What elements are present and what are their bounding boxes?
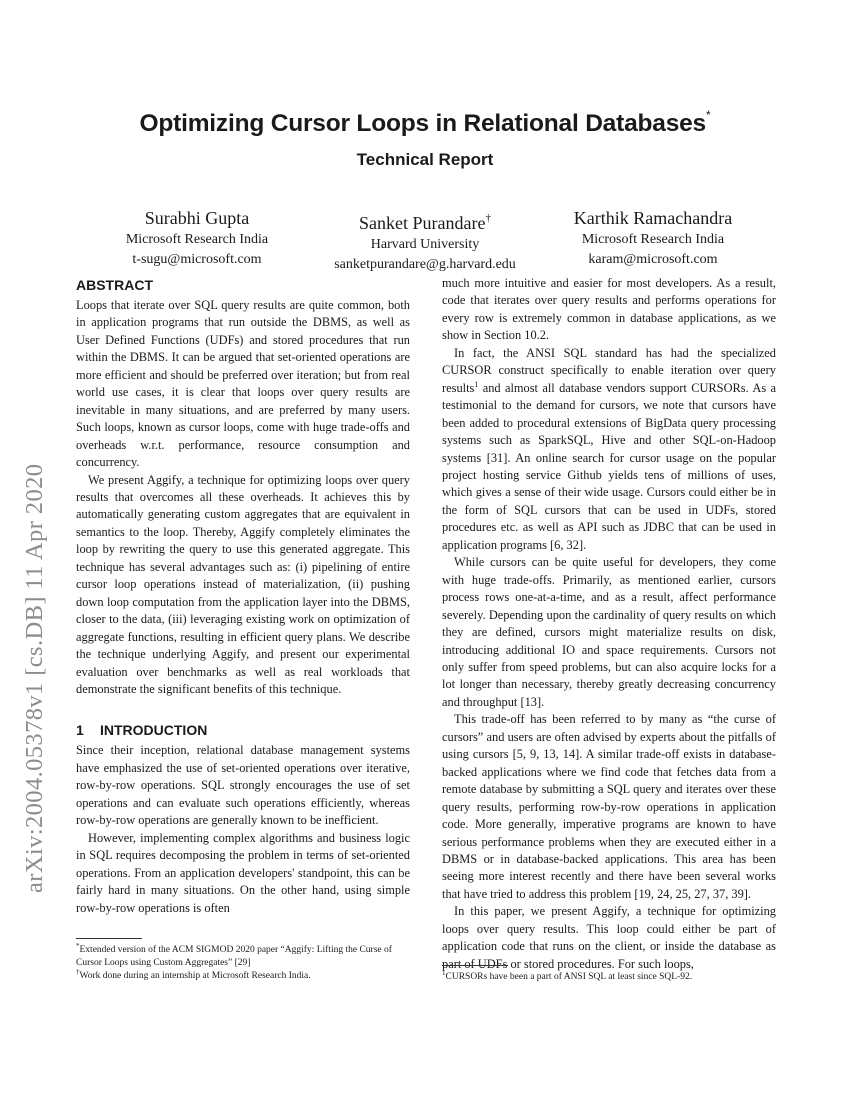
paper-title [60,108,790,138]
author-name [553,206,753,230]
footnote-ref-1: 1 [474,379,479,389]
footnote-rule [442,965,508,966]
footnote-text: CURSORs have been a part of ANSI SQL at least since SQL-92. [445,972,693,982]
footnote-mark: † [76,968,80,976]
author-name-text: Karthik Ramachandra [573,208,733,228]
footnote-item [76,944,410,970]
author-block-1 [97,206,297,270]
footnote-text: Work done during an internship at Microsoft Research India. [79,971,311,981]
footnotes-right [442,965,776,984]
footnote-mark: 1 [442,969,446,977]
arxiv-stamp-text: arXiv:2004.05378v1 [cs.DB] 11 Apr 2020 [21,463,48,893]
footnote-item [442,971,776,984]
author-email: sanketpurandare@g.harvard.edu [334,257,516,272]
author-email: t-sugu@microsoft.com [132,252,262,267]
author-affiliation: Microsoft Research India [581,232,725,247]
body-paragraph-tradeoffs: While cursors can be quite useful for developers, they come with huge trade-offs. Primarily, as mentioned earlier, cursors process rows one-at-a-time, and as a result, affect performance severely. Depending upon the cardinality of query results on which they are defined, cursors might materialize results on disk, introducing additional IO and space requirements. Cursors not only suffer from speed problems, but can also acquire locks for a lot longer than necessary, thereby greatly decreasing concurrency and throughput [13]. [442,555,776,709]
footnote-item [76,970,410,983]
abstract-heading: ABSTRACT [76,277,153,293]
paper-title-text: Optimizing Cursor Loops in Relational Databases [139,110,706,137]
arxiv-stamp-svg [2,0,52,1100]
section-number: 1 [76,722,84,739]
body-paragraph-continued: much more intuitive and easier for most developers. As a result, code that iterates over query results and performs operations for every row is extremely common in database applications, as we show in Section 10.2. [442,276,776,343]
introduction-heading [76,720,410,740]
footnote-text: Extended version of the ACM SIGMOD 2020 paper “Aggify: Lifting the Curse of Cursor Loops using Custom Aggregates” [29] [76,945,392,968]
title-footnote-mark: * [705,108,711,122]
author-block-2 [315,206,535,275]
paper-subtitle: Technical Report [356,150,494,169]
paragraph-text: and almost all database vendors support CURSORs. As a testimonial to the demand for cursors, we note that cursors have been added to procedural extensions of BigData query processing systems such as SparkSQL, Hive and other SQL-on-Hadoop systems [31]. An online search for cursor usage on the popular project hosting service Github yields tens of millions of uses, which gives a sense of their wide usage. Cursors could either be in the form of SQL cursors that can be used in UDFs, stored procedures etc. as well as API such as JDBC that can be used in application programs [6, 32]. [442,380,776,552]
right-column [442,275,776,973]
author-name [97,206,297,230]
body-paragraph-curse-of-cursors: This trade-off has been referred to by many as “the curse of cursors” and users are often advised by experts about the pitfalls of using cursors [5, 9, 13, 14]. A similar trade-off exists in database-backed applications where we find code that fetches data from a remote database by submitting a SQL query and iterates over these query results, performing row-by-row operations in application code. More generally, imperative programs are known to have serious performance problems when they are executed either in a DBMS or in database-backed applications. This area has been seeing more interest recently and there have been several works that have tried to address this problem [19, 24, 25, 27, 37, 39]. [442,712,776,901]
abstract-paragraph-1: Loops that iterate over SQL query results are quite common, both in application programs that run outside the DBMS, as well as User Defined Functions (UDFs) and stored procedures that run within the DBMS. It can be argued that set-oriented operations are more efficient and should be preferred over iteration; but from real world use cases, it is clear that loops over query results are inevitable in many situations, and are preferred by many users. Such loops, known as cursor loops, come with huge trade-offs and overheads w.r.t. performance, resource consumption and concurrency. [76,298,410,470]
author-affiliation: Harvard University [370,237,480,252]
author-name-text: Sanket Purandare [359,213,486,233]
footnote-rule [76,938,142,939]
section-title: INTRODUCTION [100,722,208,739]
footnote-mark: * [76,942,80,950]
body-paragraph-aggify-intro: In this paper, we present Aggify, a technique for optimizing loops over query results. This loop could either be part of application code that runs on the client, or inside the database as part of UDFs or stored procedures. For such loops, [442,904,776,971]
intro-paragraph-2: However, implementing complex algorithms and business logic in SQL requires decomposing the problem in terms of set-oriented operations. From an application developers' standpoint, this can be fairly hard in many situations. On the other hand, using simple row-by-row operations is often [76,830,410,915]
author-footnote-mark: † [485,212,491,224]
author-block-3 [553,206,753,270]
paragraph-text: In fact, the ANSI SQL standard has had the specialized CURSOR construct specifically to enable iteration over query results [442,345,776,395]
footnotes-left [76,938,410,983]
left-column [76,275,410,917]
author-email: karam@microsoft.com [588,252,718,267]
author-name [315,206,535,235]
author-affiliation: Microsoft Research India [125,232,269,247]
abstract-paragraph-2: We present Aggify, a technique for optimizing loops over query results that overcomes all these overheads. It achieves this by automatically generating custom aggregates that are equivalent in semantics to the loop. Thereby, Aggify completely eliminates the loop by rewriting the query to use this generated aggregate. This technique has several advantages such as: (i) pipelining of entire cursor loop operations instead of materialization, (ii) pushing down loop computation from the application layer into the DBMS, closer to the data, (iii) leveraging existing work on optimization of aggregate functions, resulting in efficient query plans. We describe the technique underlying Aggify, and present our experimental evaluation over benchmarks as well as real workloads that demonstrate the significant benefits of this technique. [76,472,410,696]
intro-paragraph-1: Since their inception, relational database management systems have emphasized the use of set-oriented operations over iterative, row-by-row operations. SQL strongly encourages the use of set operations and can evaluate such operations efficiently, whereas row-by-row operations are generally known to be inefficient. [76,743,410,828]
body-paragraph-cursor-standard [442,345,776,554]
arxiv-identifier-stamp [2,0,52,1100]
author-name-text: Surabhi Gupta [144,208,250,228]
